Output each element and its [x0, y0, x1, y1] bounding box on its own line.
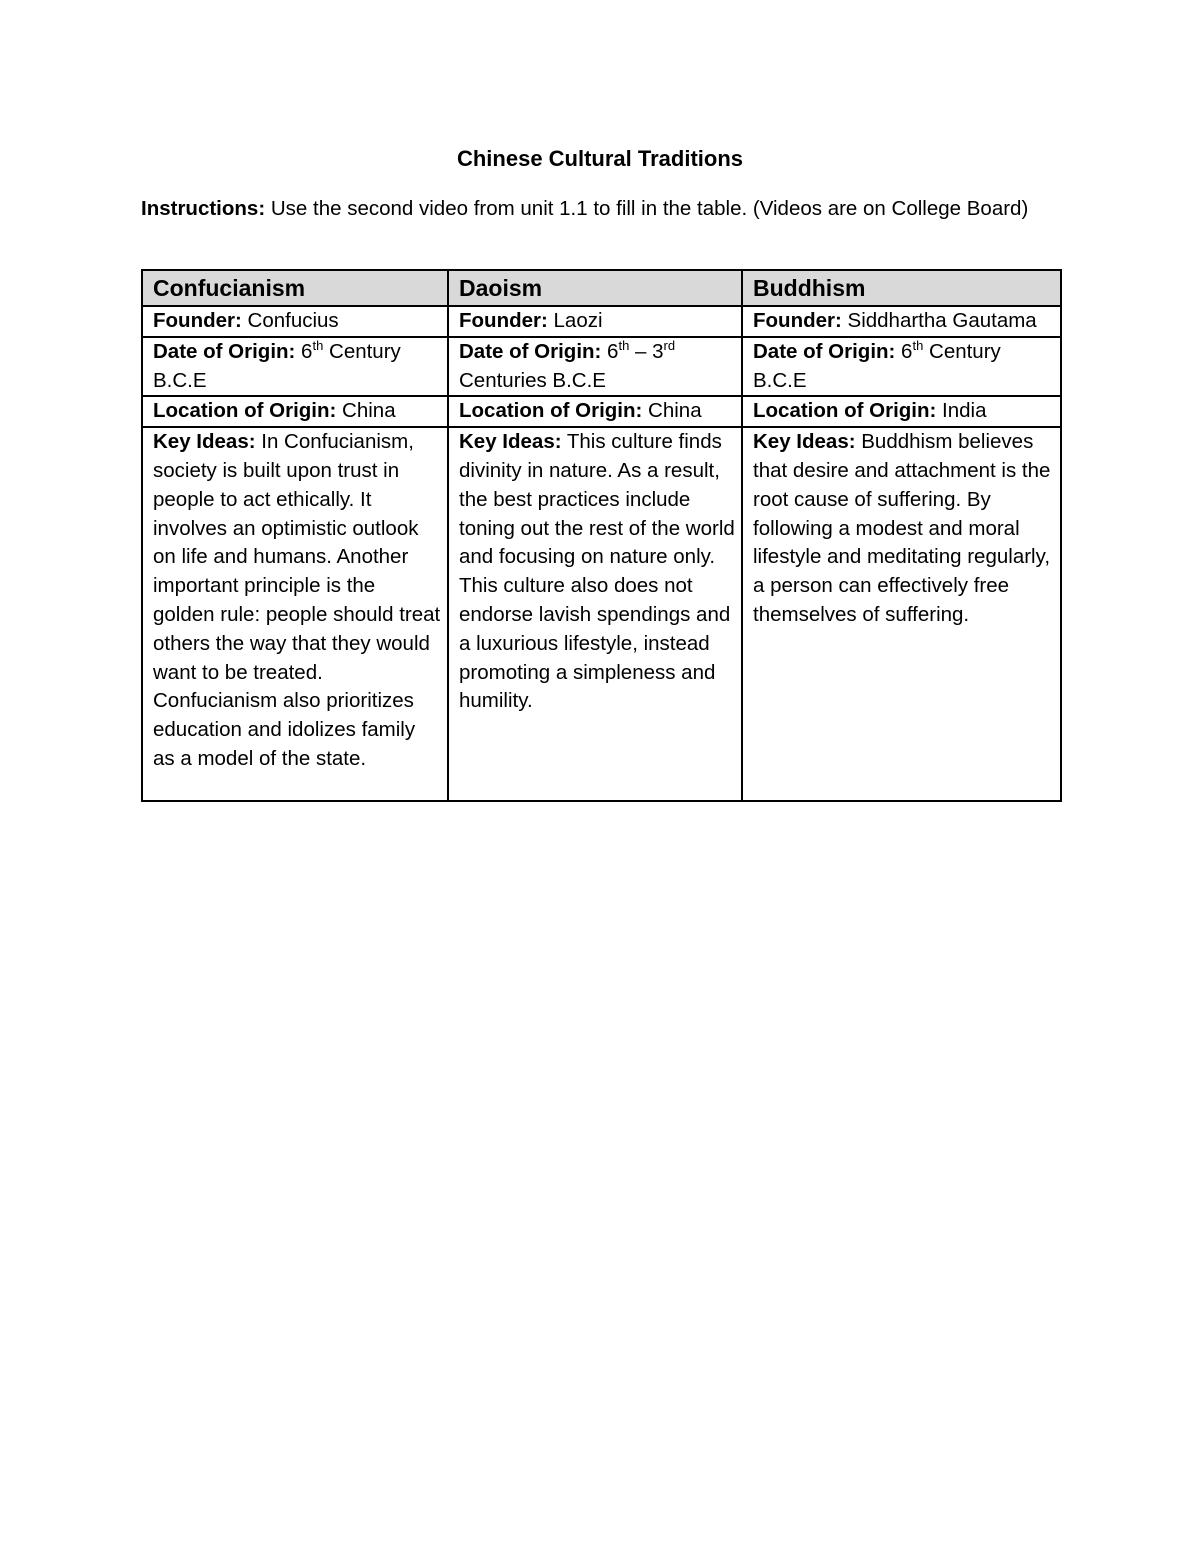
date-superscript: th	[912, 337, 924, 353]
key-ideas-row	[142, 427, 1061, 801]
date-value-end: Century B.C.E	[153, 339, 401, 392]
header-daoism: Daoism	[448, 270, 742, 306]
founder-value: Siddhartha Gautama	[841, 309, 1037, 332]
key-ideas-text: This culture finds divinity in nature. As a result, the best practices include toning out the rest of the world and focusing on nature only. This culture also does not endorse lavish spendings and a luxurious lifestyle, instead promoting a simpleness and humility.	[459, 430, 735, 713]
date-superscript-2: rd	[663, 337, 676, 353]
location-row	[142, 396, 1061, 427]
founder-row	[142, 306, 1061, 337]
document-title: Chinese Cultural Traditions	[456, 146, 744, 171]
location-cell-daoism	[448, 396, 742, 427]
key-ideas-cell-daoism	[448, 427, 742, 801]
key-ideas-cell-confucianism	[142, 427, 448, 801]
location-value: China	[642, 399, 702, 423]
date-value-mid: – 3	[629, 339, 664, 363]
founder-cell-confucianism	[142, 306, 448, 337]
date-row	[142, 337, 1061, 397]
date-value: 6	[601, 339, 619, 363]
founder-label: Founder:	[459, 309, 548, 332]
date-value: 6	[895, 339, 913, 363]
date-superscript: th	[618, 337, 630, 353]
key-ideas-cell-buddhism	[742, 427, 1061, 801]
location-value: China	[336, 399, 396, 423]
header-row	[142, 270, 1061, 306]
founder-value: Confucius	[241, 309, 339, 332]
date-cell-confucianism	[142, 337, 448, 397]
instructions	[141, 194, 1059, 223]
instructions-label: Instructions:	[141, 197, 266, 220]
location-label: Location of Origin:	[459, 399, 643, 423]
location-label: Location of Origin:	[153, 399, 337, 423]
date-value-end: Centuries B.C.E	[459, 368, 606, 392]
key-ideas-label: Key Ideas:	[753, 430, 856, 454]
key-ideas-text: Buddhism believes that desire and attachment is the root cause of suffering. By following a modest and moral lifestyle and meditating regularly, a person can effectively free themselves of suffering.	[753, 430, 1051, 626]
location-label: Location of Origin:	[753, 399, 937, 423]
header-confucianism: Confucianism	[142, 270, 448, 306]
instructions-text: Use the second video from unit 1.1 to fill in the table. (Videos are on College Board)	[265, 197, 1029, 220]
date-value-end: Century B.C.E	[753, 339, 1001, 392]
key-ideas-label: Key Ideas:	[459, 430, 562, 454]
header-buddhism: Buddhism	[742, 270, 1061, 306]
founder-value: Laozi	[547, 309, 603, 332]
key-ideas-text: In Confucianism, society is built upon trust in people to act ethically. It involves an optimistic outlook on life and humans. Another important principle is the golden rule: people should treat others the way that they would want to be treated. Confucianism also prioritizes education and idolizes family as a model of the state.	[153, 430, 441, 770]
founder-cell-daoism	[448, 306, 742, 337]
founder-label: Founder:	[153, 309, 242, 332]
founder-cell-buddhism	[742, 306, 1061, 337]
key-ideas-label: Key Ideas:	[153, 430, 256, 454]
date-cell-daoism	[448, 337, 742, 397]
date-label: Date of Origin:	[459, 339, 602, 363]
date-label: Date of Origin:	[153, 339, 296, 363]
date-superscript: th	[312, 337, 324, 353]
date-cell-buddhism	[742, 337, 1061, 397]
date-value: 6	[295, 339, 313, 363]
location-cell-buddhism	[742, 396, 1061, 427]
founder-label: Founder:	[753, 309, 842, 332]
date-label: Date of Origin:	[753, 339, 896, 363]
traditions-table	[141, 269, 1062, 802]
location-value: India	[936, 399, 987, 423]
location-cell-confucianism	[142, 396, 448, 427]
